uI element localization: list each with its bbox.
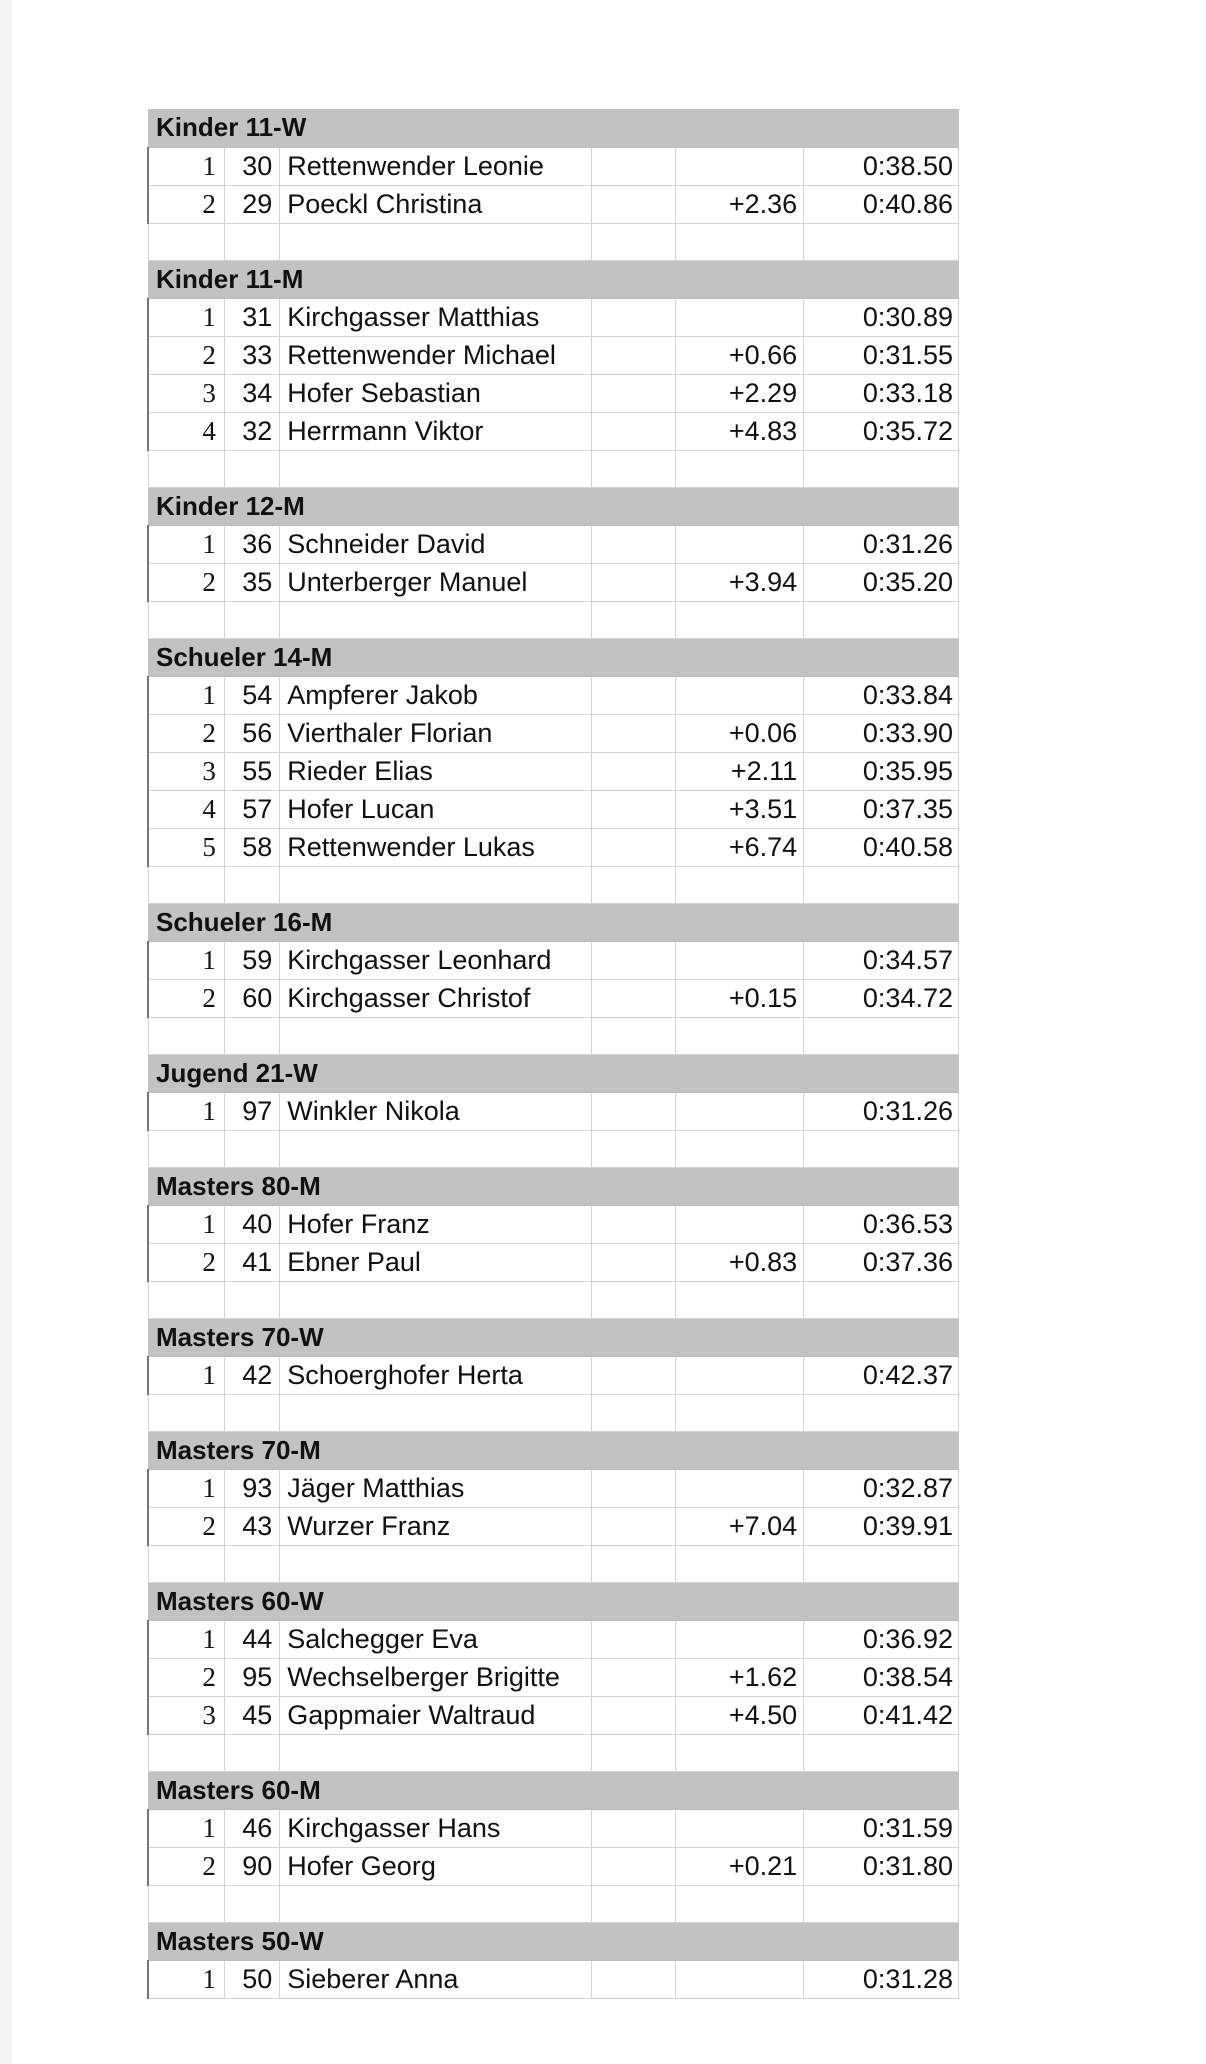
spacer-row: [148, 1017, 959, 1054]
category-title: Masters 50-W: [148, 1922, 959, 1960]
rank-cell: 1: [148, 147, 224, 185]
name-cell: Hofer Franz: [280, 1205, 592, 1243]
diff-cell: +0.83: [675, 1243, 804, 1281]
empty-cell: [675, 1017, 804, 1054]
result-row: [148, 1469, 959, 1507]
time-cell: 0:31.80: [804, 1847, 959, 1885]
rank-cell: 1: [148, 1356, 224, 1394]
name-cell: Kirchgasser Hans: [280, 1809, 592, 1847]
empty-cell: [224, 1130, 279, 1167]
name-cell: Rettenwender Michael: [280, 336, 592, 374]
empty-cell: [591, 147, 675, 185]
empty-cell: [804, 450, 959, 487]
rank-cell: 3: [148, 752, 224, 790]
spacer-row: [148, 1281, 959, 1318]
bib-cell: 90: [224, 1847, 279, 1885]
empty-cell: [224, 1545, 279, 1582]
time-cell: 0:40.86: [804, 185, 959, 223]
empty-cell: [675, 1130, 804, 1167]
empty-cell: [591, 752, 675, 790]
diff-cell: [675, 1960, 804, 1998]
name-cell: Ampferer Jakob: [280, 676, 592, 714]
rank-cell: 2: [148, 1507, 224, 1545]
bib-cell: 29: [224, 185, 279, 223]
name-cell: Hofer Lucan: [280, 790, 592, 828]
rank-cell: 4: [148, 790, 224, 828]
empty-cell: [591, 828, 675, 866]
empty-cell: [804, 1130, 959, 1167]
result-row: [148, 1620, 959, 1658]
empty-cell: [591, 601, 675, 638]
diff-cell: [675, 525, 804, 563]
bib-cell: 42: [224, 1356, 279, 1394]
bib-cell: 54: [224, 676, 279, 714]
spacer-row: [148, 1734, 959, 1771]
bib-cell: 46: [224, 1809, 279, 1847]
name-cell: Kirchgasser Christof: [280, 979, 592, 1017]
rank-cell: 1: [148, 1809, 224, 1847]
empty-cell: [675, 1545, 804, 1582]
result-row: [148, 1092, 959, 1130]
empty-cell: [591, 941, 675, 979]
time-cell: 0:35.20: [804, 563, 959, 601]
bib-cell: 58: [224, 828, 279, 866]
spacer-row: [148, 1394, 959, 1431]
category-header: [148, 109, 959, 147]
result-row: [148, 752, 959, 790]
spacer-row: [148, 1885, 959, 1922]
empty-cell: [591, 790, 675, 828]
empty-cell: [804, 1017, 959, 1054]
empty-cell: [280, 223, 592, 260]
empty-cell: [224, 1281, 279, 1318]
empty-cell: [675, 1394, 804, 1431]
result-row: [148, 1960, 959, 1998]
diff-cell: +4.50: [675, 1696, 804, 1734]
name-cell: Schneider David: [280, 525, 592, 563]
empty-cell: [591, 1130, 675, 1167]
spacer-row: [148, 601, 959, 638]
empty-cell: [591, 1847, 675, 1885]
time-cell: 0:33.18: [804, 374, 959, 412]
time-cell: 0:38.54: [804, 1658, 959, 1696]
name-cell: Unterberger Manuel: [280, 563, 592, 601]
empty-cell: [591, 1885, 675, 1922]
result-row: [148, 1847, 959, 1885]
diff-cell: [675, 298, 804, 336]
category-header: [148, 260, 959, 298]
result-row: [148, 185, 959, 223]
rank-cell: 1: [148, 1620, 224, 1658]
empty-cell: [280, 601, 592, 638]
diff-cell: +7.04: [675, 1507, 804, 1545]
rank-cell: 3: [148, 374, 224, 412]
diff-cell: +2.29: [675, 374, 804, 412]
time-cell: 0:37.35: [804, 790, 959, 828]
empty-cell: [591, 1809, 675, 1847]
empty-cell: [224, 450, 279, 487]
diff-cell: +6.74: [675, 828, 804, 866]
time-cell: 0:36.53: [804, 1205, 959, 1243]
name-cell: Sieberer Anna: [280, 1960, 592, 1998]
category-header: [148, 1582, 959, 1620]
diff-cell: [675, 1809, 804, 1847]
empty-cell: [280, 1885, 592, 1922]
bib-cell: 43: [224, 1507, 279, 1545]
empty-cell: [675, 1734, 804, 1771]
diff-cell: [675, 147, 804, 185]
spacer-row: [148, 223, 959, 260]
bib-cell: 35: [224, 563, 279, 601]
time-cell: 0:35.72: [804, 412, 959, 450]
category-header: [148, 903, 959, 941]
empty-cell: [675, 866, 804, 903]
name-cell: Poeckl Christina: [280, 185, 592, 223]
time-cell: 0:42.37: [804, 1356, 959, 1394]
result-row: [148, 1356, 959, 1394]
bib-cell: 57: [224, 790, 279, 828]
empty-cell: [591, 979, 675, 1017]
spacer-row: [148, 1130, 959, 1167]
category-title: Schueler 14-M: [148, 638, 959, 676]
empty-cell: [280, 1734, 592, 1771]
result-row: [148, 563, 959, 601]
diff-cell: [675, 1620, 804, 1658]
category-title: Jugend 21-W: [148, 1054, 959, 1092]
rank-cell: 1: [148, 941, 224, 979]
name-cell: Kirchgasser Leonhard: [280, 941, 592, 979]
diff-cell: +0.21: [675, 1847, 804, 1885]
empty-cell: [280, 1281, 592, 1318]
empty-cell: [224, 223, 279, 260]
diff-cell: +2.36: [675, 185, 804, 223]
bib-cell: 30: [224, 147, 279, 185]
bib-cell: 33: [224, 336, 279, 374]
result-row: [148, 979, 959, 1017]
bib-cell: 40: [224, 1205, 279, 1243]
name-cell: Wechselberger Brigitte: [280, 1658, 592, 1696]
bib-cell: 36: [224, 525, 279, 563]
empty-cell: [224, 1017, 279, 1054]
category-header: [148, 487, 959, 525]
empty-cell: [148, 1394, 224, 1431]
category-header: [148, 1167, 959, 1205]
category-header: [148, 1771, 959, 1809]
category-title: Schueler 16-M: [148, 903, 959, 941]
empty-cell: [280, 866, 592, 903]
empty-cell: [280, 450, 592, 487]
time-cell: 0:41.42: [804, 1696, 959, 1734]
empty-cell: [224, 601, 279, 638]
bib-cell: 93: [224, 1469, 279, 1507]
empty-cell: [591, 1394, 675, 1431]
bib-cell: 45: [224, 1696, 279, 1734]
empty-cell: [591, 1281, 675, 1318]
name-cell: Wurzer Franz: [280, 1507, 592, 1545]
category-title: Masters 80-M: [148, 1167, 959, 1205]
result-row: [148, 1809, 959, 1847]
empty-cell: [224, 1394, 279, 1431]
diff-cell: +1.62: [675, 1658, 804, 1696]
rank-cell: 2: [148, 1847, 224, 1885]
empty-cell: [148, 1734, 224, 1771]
rank-cell: 1: [148, 676, 224, 714]
empty-cell: [675, 601, 804, 638]
empty-cell: [591, 1507, 675, 1545]
empty-cell: [280, 1130, 592, 1167]
bib-cell: 44: [224, 1620, 279, 1658]
empty-cell: [591, 1696, 675, 1734]
diff-cell: +3.51: [675, 790, 804, 828]
empty-cell: [148, 1017, 224, 1054]
empty-cell: [280, 1017, 592, 1054]
bib-cell: 32: [224, 412, 279, 450]
empty-cell: [591, 1734, 675, 1771]
empty-cell: [148, 866, 224, 903]
time-cell: 0:39.91: [804, 1507, 959, 1545]
time-cell: 0:36.92: [804, 1620, 959, 1658]
results-table: [147, 109, 959, 1999]
diff-cell: [675, 1205, 804, 1243]
time-cell: 0:35.95: [804, 752, 959, 790]
name-cell: Kirchgasser Matthias: [280, 298, 592, 336]
time-cell: 0:31.26: [804, 525, 959, 563]
empty-cell: [804, 601, 959, 638]
category-title: Kinder 12-M: [148, 487, 959, 525]
time-cell: 0:34.57: [804, 941, 959, 979]
empty-cell: [675, 450, 804, 487]
spacer-row: [148, 866, 959, 903]
diff-cell: [675, 941, 804, 979]
empty-cell: [804, 1394, 959, 1431]
name-cell: Winkler Nikola: [280, 1092, 592, 1130]
bib-cell: 95: [224, 1658, 279, 1696]
diff-cell: +0.15: [675, 979, 804, 1017]
diff-cell: [675, 1092, 804, 1130]
empty-cell: [591, 185, 675, 223]
time-cell: 0:32.87: [804, 1469, 959, 1507]
name-cell: Rettenwender Lukas: [280, 828, 592, 866]
time-cell: 0:33.90: [804, 714, 959, 752]
empty-cell: [224, 1734, 279, 1771]
result-row: [148, 828, 959, 866]
category-header: [148, 1431, 959, 1469]
result-row: [148, 714, 959, 752]
empty-cell: [591, 525, 675, 563]
result-row: [148, 336, 959, 374]
time-cell: 0:34.72: [804, 979, 959, 1017]
diff-cell: [675, 1356, 804, 1394]
time-cell: 0:38.50: [804, 147, 959, 185]
diff-cell: +0.06: [675, 714, 804, 752]
name-cell: Rieder Elias: [280, 752, 592, 790]
category-title: Masters 70-W: [148, 1318, 959, 1356]
category-header: [148, 1318, 959, 1356]
diff-cell: +0.66: [675, 336, 804, 374]
rank-cell: 2: [148, 563, 224, 601]
time-cell: 0:31.59: [804, 1809, 959, 1847]
empty-cell: [591, 1205, 675, 1243]
empty-cell: [675, 1885, 804, 1922]
empty-cell: [591, 1545, 675, 1582]
result-row: [148, 374, 959, 412]
empty-cell: [224, 866, 279, 903]
time-cell: 0:40.58: [804, 828, 959, 866]
empty-cell: [591, 1960, 675, 1998]
category-title: Kinder 11-W: [148, 109, 959, 147]
time-cell: 0:30.89: [804, 298, 959, 336]
bib-cell: 59: [224, 941, 279, 979]
empty-cell: [804, 1734, 959, 1771]
name-cell: Gappmaier Waltraud: [280, 1696, 592, 1734]
result-row: [148, 790, 959, 828]
results-page: [12, 0, 1206, 2064]
time-cell: 0:31.26: [804, 1092, 959, 1130]
diff-cell: +3.94: [675, 563, 804, 601]
empty-cell: [148, 601, 224, 638]
rank-cell: 2: [148, 185, 224, 223]
result-row: [148, 147, 959, 185]
name-cell: Salchegger Eva: [280, 1620, 592, 1658]
rank-cell: 2: [148, 336, 224, 374]
empty-cell: [148, 1130, 224, 1167]
bib-cell: 34: [224, 374, 279, 412]
name-cell: Hofer Georg: [280, 1847, 592, 1885]
result-row: [148, 941, 959, 979]
time-cell: 0:31.28: [804, 1960, 959, 1998]
bib-cell: 60: [224, 979, 279, 1017]
rank-cell: 1: [148, 1469, 224, 1507]
empty-cell: [591, 563, 675, 601]
time-cell: 0:31.55: [804, 336, 959, 374]
result-row: [148, 1658, 959, 1696]
bib-cell: 55: [224, 752, 279, 790]
empty-cell: [591, 1469, 675, 1507]
empty-cell: [591, 714, 675, 752]
category-title: Kinder 11-M: [148, 260, 959, 298]
diff-cell: +2.11: [675, 752, 804, 790]
empty-cell: [675, 1281, 804, 1318]
bib-cell: 56: [224, 714, 279, 752]
rank-cell: 2: [148, 714, 224, 752]
empty-cell: [591, 223, 675, 260]
category-title: Masters 60-W: [148, 1582, 959, 1620]
category-title: Masters 70-M: [148, 1431, 959, 1469]
category-header: [148, 1054, 959, 1092]
rank-cell: 4: [148, 412, 224, 450]
empty-cell: [591, 1017, 675, 1054]
empty-cell: [148, 1281, 224, 1318]
result-row: [148, 1243, 959, 1281]
empty-cell: [591, 336, 675, 374]
empty-cell: [804, 1545, 959, 1582]
result-row: [148, 1507, 959, 1545]
rank-cell: 2: [148, 979, 224, 1017]
result-row: [148, 298, 959, 336]
rank-cell: 1: [148, 1092, 224, 1130]
empty-cell: [148, 450, 224, 487]
spacer-row: [148, 450, 959, 487]
name-cell: Vierthaler Florian: [280, 714, 592, 752]
empty-cell: [804, 1885, 959, 1922]
bib-cell: 41: [224, 1243, 279, 1281]
rank-cell: 1: [148, 525, 224, 563]
empty-cell: [591, 676, 675, 714]
name-cell: Rettenwender Leonie: [280, 147, 592, 185]
empty-cell: [804, 1281, 959, 1318]
empty-cell: [591, 1658, 675, 1696]
result-row: [148, 1205, 959, 1243]
empty-cell: [675, 223, 804, 260]
empty-cell: [591, 1356, 675, 1394]
rank-cell: 3: [148, 1696, 224, 1734]
bib-cell: 31: [224, 298, 279, 336]
name-cell: Hofer Sebastian: [280, 374, 592, 412]
rank-cell: 1: [148, 1960, 224, 1998]
empty-cell: [591, 1620, 675, 1658]
empty-cell: [148, 1545, 224, 1582]
rank-cell: 1: [148, 1205, 224, 1243]
rank-cell: 2: [148, 1658, 224, 1696]
empty-cell: [148, 223, 224, 260]
category-header: [148, 638, 959, 676]
empty-cell: [804, 223, 959, 260]
name-cell: Ebner Paul: [280, 1243, 592, 1281]
diff-cell: [675, 1469, 804, 1507]
empty-cell: [591, 1092, 675, 1130]
empty-cell: [280, 1545, 592, 1582]
empty-cell: [591, 374, 675, 412]
time-cell: 0:37.36: [804, 1243, 959, 1281]
empty-cell: [591, 1243, 675, 1281]
name-cell: Herrmann Viktor: [280, 412, 592, 450]
result-row: [148, 412, 959, 450]
empty-cell: [591, 412, 675, 450]
empty-cell: [591, 866, 675, 903]
diff-cell: +4.83: [675, 412, 804, 450]
rank-cell: 5: [148, 828, 224, 866]
category-title: Masters 60-M: [148, 1771, 959, 1809]
empty-cell: [280, 1394, 592, 1431]
result-row: [148, 525, 959, 563]
category-header: [148, 1922, 959, 1960]
name-cell: Jäger Matthias: [280, 1469, 592, 1507]
rank-cell: 2: [148, 1243, 224, 1281]
bib-cell: 97: [224, 1092, 279, 1130]
result-row: [148, 1696, 959, 1734]
diff-cell: [675, 676, 804, 714]
empty-cell: [804, 866, 959, 903]
bib-cell: 50: [224, 1960, 279, 1998]
empty-cell: [591, 450, 675, 487]
empty-cell: [591, 298, 675, 336]
empty-cell: [148, 1885, 224, 1922]
time-cell: 0:33.84: [804, 676, 959, 714]
result-row: [148, 676, 959, 714]
name-cell: Schoerghofer Herta: [280, 1356, 592, 1394]
rank-cell: 1: [148, 298, 224, 336]
spacer-row: [148, 1545, 959, 1582]
empty-cell: [224, 1885, 279, 1922]
